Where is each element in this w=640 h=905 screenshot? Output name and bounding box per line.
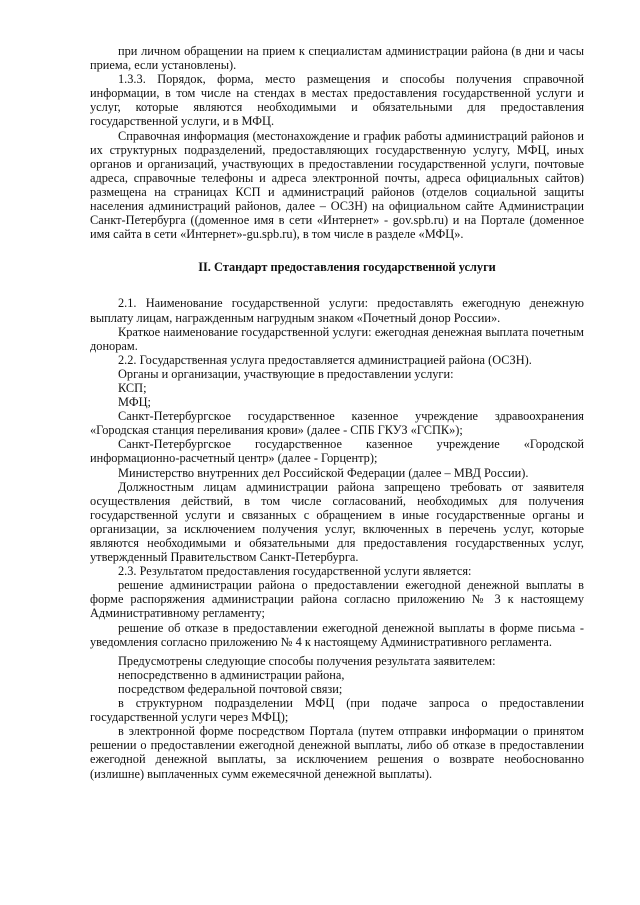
paragraph: 1.3.3. Порядок, форма, место размещения и способы получения справочной информации, в том числе на стендах в местах предоставления государственной услуги и услуг, которые являются необходимыми и обязательными для предоставления государственной услуги, и в МФЦ. [90, 72, 584, 129]
paragraph: Справочная информация (местонахождение и график работы администраций районов и их структурных подразделений, предоставляющих государственную услугу, МФЦ, иных органов и организаций, участвующих в предоставлении государственной услуги, почтовые адреса, справочные телефоны и адреса электронной почты, адреса официальных сайтов) размещена на страницах КСП и администраций районов (отделов социальной защиты населения администраций районов, далее – ОСЗН) на официальном сайте Администрации Санкт-Петербурга ((доменное имя в сети «Интернет» - gov.spb.ru) и на Портале (доменное имя сайта в сети «Интернет»-gu.spb.ru), в том числе в разделе «МФЦ». [90, 128, 584, 242]
list-item: посредством федеральной почтовой связи; [118, 681, 343, 696]
list-item: Санкт-Петербургское государственное казенное учреждение здравоохранения «Городская станция переливания крови» (далее - СПБ ГКУЗ «ГСПК»); [90, 409, 584, 438]
paragraph: 2.1. Наименование государственной услуги: предоставлять ежегодную денежную выплату лицам, награжденным нагрудным знаком «Почетный донор России». [90, 296, 584, 325]
list-item: КСП; [118, 380, 147, 395]
paragraph: Предусмотрены следующие способы получения результата заявителем: [118, 653, 496, 668]
section-heading: II. Стандарт предоставления государственной услуги [198, 260, 496, 275]
paragraph: Органы и организации, участвующие в предоставлении услуги: [118, 366, 454, 381]
list-item: Санкт-Петербургское государственное казенное учреждение «Городской информационно-расчетный центр» (далее - Горцентр); [90, 437, 584, 466]
paragraph: решение администрации района о предоставлении ежегодной денежной выплаты в форме распоряжения администрации района согласно приложению № 3 к настоящему Административному регламенту; [90, 578, 584, 621]
list-item: непосредственно в администрации района, [118, 667, 345, 682]
paragraph: Должностным лицам администрации района запрещено требовать от заявителя осуществления действий, в том числе согласований, необходимых для получения государственной услуги и связанных с обращением в иные государственные органы и организации, за исключением получения услуг, включенных в перечень услуг, которые являются необходимыми и обязательными для предоставления государственных услуг, утвержденный Правительством Санкт-Петербурга. [90, 479, 584, 565]
paragraph: 2.2. Государственная услуга предоставляется администрацией района (ОСЗН). [118, 352, 532, 367]
list-item: в электронной форме посредством Портала (путем отправки информации о принятом решении о предоставлении ежегодной денежной выплаты, либо об отказе в предоставлении ежегодной денежной выплаты, за исключением решения о возврате необоснованно (излишне) выплаченных сумм ежемесячной денежной выплаты). [90, 724, 584, 781]
list-item: Министерство внутренних дел Российской Федерации (далее – МВД России). [118, 465, 529, 480]
paragraph: при личном обращении на прием к специалистам администрации района (в дни и часы приема, если установлены). [90, 44, 584, 73]
list-item: в структурном подразделении МФЦ (при подаче запроса о предоставлении государственной услуги через МФЦ); [90, 696, 584, 725]
paragraph: решение об отказе в предоставлении ежегодной денежной выплаты в форме письма - уведомления согласно приложению № 4 к настоящему Административного регламента. [90, 620, 584, 649]
paragraph: 2.3. Результатом предоставления государственной услуги является: [118, 564, 472, 579]
list-item: МФЦ; [118, 395, 151, 410]
paragraph: Краткое наименование государственной услуги: ежегодная денежная выплата почетным донорам. [90, 324, 584, 353]
